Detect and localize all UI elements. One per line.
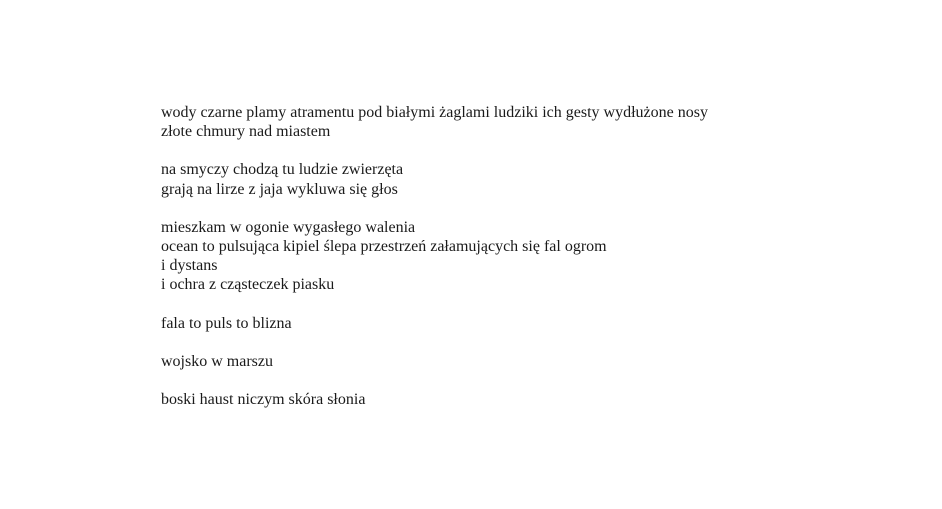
poem-line: fala to puls to blizna — [161, 314, 292, 332]
poem-text — [161, 103, 921, 428]
poem-line: wojsko w marszu — [161, 352, 273, 370]
stanza-2 — [161, 160, 921, 198]
poem-line: grają na lirze z jaja wykluwa się głos — [161, 180, 398, 198]
stanza-6 — [161, 390, 921, 409]
stanza-1 — [161, 103, 921, 141]
stanza-4 — [161, 314, 921, 333]
poem-line: wody czarne plamy atramentu pod białymi żaglami ludziki ich gesty wydłużone nosy — [161, 104, 708, 121]
poem-line: ocean to pulsująca kipiel ślepa przestrzeń załamujących się fal ogrom — [161, 238, 607, 256]
poem-line: i dystans — [161, 257, 218, 275]
stanza-5 — [161, 352, 921, 371]
poem-line: złote chmury nad miastem — [161, 123, 331, 141]
stanza-3 — [161, 218, 921, 295]
poem-line: boski haust niczym skóra słonia — [161, 391, 366, 409]
poem-line: i ochra z cząsteczek piasku — [161, 276, 335, 294]
poem-line: na smyczy chodzą tu ludzie zwierzęta — [161, 161, 404, 179]
poem-line: mieszkam w ogonie wygasłego walenia — [161, 218, 416, 236]
